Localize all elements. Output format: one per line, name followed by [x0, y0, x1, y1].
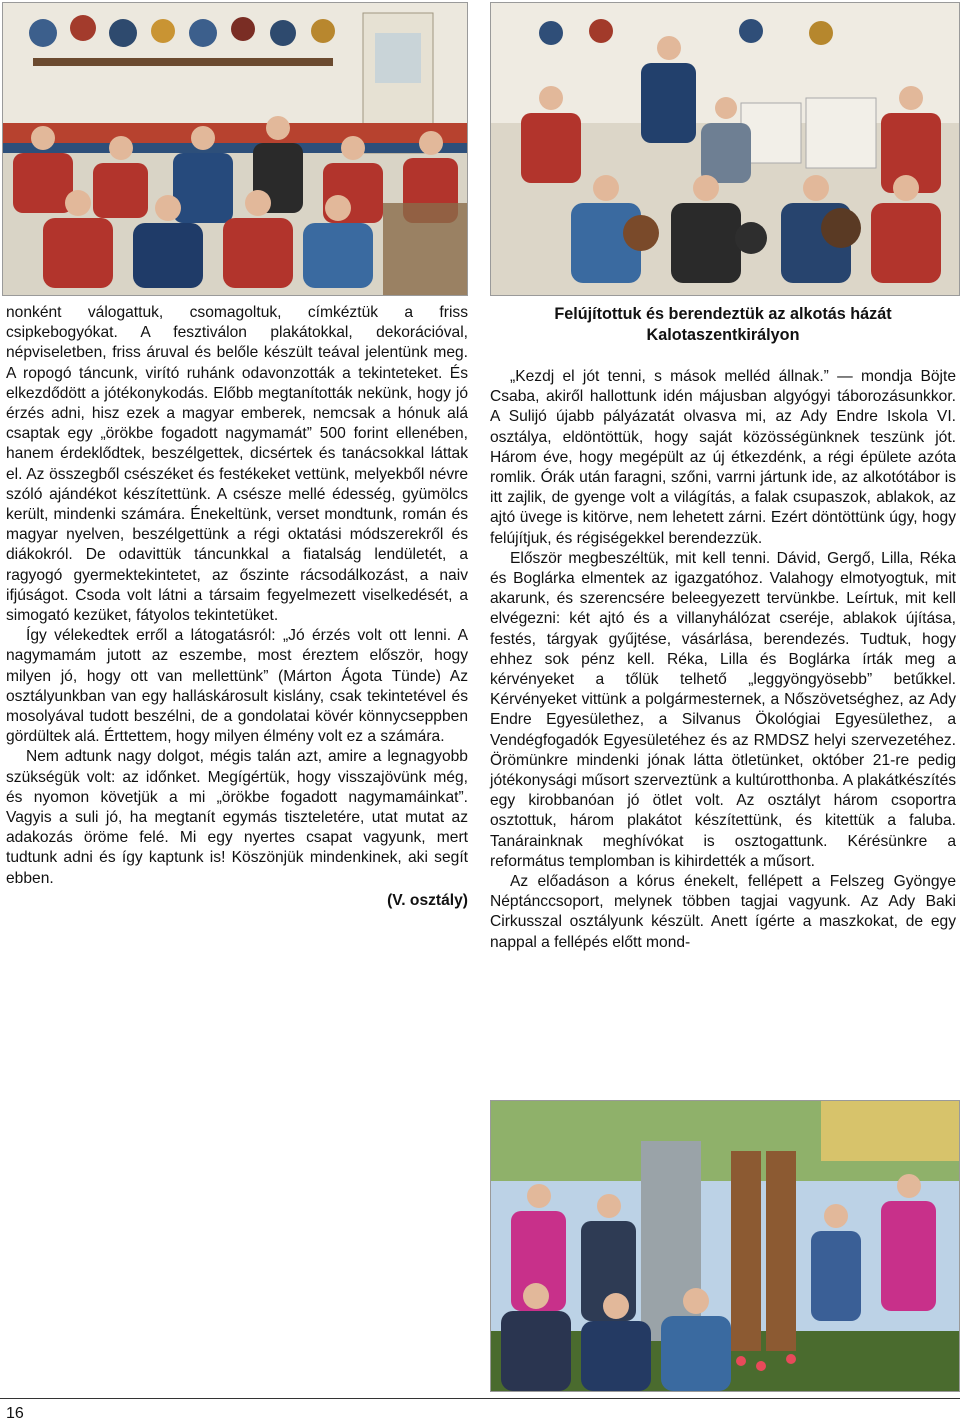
left-paragraph-3: Nem adtunk nagy dolgot, mégis talán azt, amire a legnagyobb szükségük volt: az időnket. Megígértük, hogy visszajövünk még, és nyomon követjük a mi „örökbe fogadott nagymamáinkat”. Vagyis a suli jó, ha megtanít egymás tiszteletére, utat mutat az adakozás öröme felé. Mi egy nyertes csapat vagyunk, mert tudtunk adni és így kaptunk is! Köszönjük mindenkinek, aki segít ebben.: [6, 748, 468, 887]
photo-outdoor-monument-group: [490, 1100, 960, 1392]
left-paragraph-2: Így vélekedtek erről a látogatásról: „Jó érzés volt ott lenni. A nagymamám jutott az eszembe, most éreztem először, hogy milyen jó, hogy ott van mellettünk” (Márton Ágota Tünde) Az osztályunkban van egy halláskárosult kislány, csak tekintetével és mosolyával tudott beszélni, de a gondolatai kövér könnycseppben gördültek alá. Érttettem, hogy milyen élmény volt ez a számára.: [6, 627, 468, 746]
article-title-line2: Kalotaszentkirályon: [646, 326, 800, 344]
photo-traditional-room-group: [2, 2, 468, 296]
right-paragraph-2: Először megbeszéltük, mit kell tenni. Dávid, Gergő, Lilla, Réka és Boglárka elmentek az igazgatóhoz. Valahogy elmotyogtuk, mit akarunk, és szerencsére beleegyezett tervünkbe. Leírtuk, mit kell elvégezni: két ajtó és a villanyhálózat cseréje, ablakok újítása, festés, tárgyak gyűjtése, vásárlása, berendezés. Tudtuk, hogy ehhez sok pénz kell. Réka, Lilla és Boglárka írták meg a kérvényeket a tőlük telhető „leggyöngyösebb” betűkkel. Kérvényeket vittünk a polgármesternek, a Nőszövetséghez, az Ady Endre Egyesülethez, a Silvanus Ökológiai Egyesülethez, a Vendégfogadók Egyesületéhez és az RMDSZ helyi szervezetéhez. Örömünkre mindenki jónak látta ötletünket, október 21-re pedig jótékonysági műsort szerveztünk a kultúrotthonba. A plakátkészítés egy kirobbanóan jó ötlet volt. Az osztályt három csoportra osztottuk, három plakátot készítettünk, és kitettük a faluba. Tanárainknak meghívókat is osztogattunk. Kérésünkre a református templomban is kihirdették a műsort.: [490, 549, 956, 870]
article-signature: (V. osztály): [387, 891, 468, 909]
left-paragraph-1: nonként válogattuk, csomagoltuk, címkéztük a friss csipkebogyókat. A fesztiválon plakátokkal, dekorációval, népviseletben, friss áruval és belőle készült teával jelentünk meg. A ropogó táncunk, virító ruhánk odavonzották a tekinteteket. És elkezdődött a jótékonykodás. Előbb megtanították nekünk, hogy jó érzés adni, hisz ezek a magyar emberek, nemcsak a hónuk alá csaptak egy „örökbe fogadott nagymamát” 500 forint ellenében, hanem érdeklődtek, beszélgettek, dicsértek és tanácsokkal láttak el. Az összegből csészéket és festékeket vettünk, melyekből névre szóló ajándékot készítettünk. A csésze mellé édesség, gyümölcs került, mindenki számára. Énekeltünk, verset mondtunk, román és magyar nyelven, beszélgettünk a régi oktatási módszerekről és diákokról. De odavittük táncunkkal a fiatalság lendületét, a ragyogó gyermektekintetet, az őszinte rácsodálkozást, a naiv ifjúságot. Csoda volt látni a társaim fegyelmezett viselkedését, a simogató kezüket, fátyolos tekintetüket.: [6, 304, 468, 625]
right-paragraph-1: „Kezdj el jót tenni, s mások melléd állnak.” — mondja Böjte Csaba, akiről hallottunk idén májusban algyógyi táborozásunkkor. A Sulijó újabb pályázatát olvasva mi, az Ady Endre Iskola VI. osztálya, eldöntöttük, hogy saját közösségünknek teszünk jót. Három éve, hogy megépült az új étkezdénk, a régi épülete azóta romlik. Órák után faragni, szőni, varrni jártunk ide, az alkotótábor is itt zajlik, de gyenge volt a világítás, a falak csupaszok, ablakok, az ajtó üvege is kitörve, nem lehetett zárni. Ezért döntöttünk úgy, hogy felújítjuk, és régiségekkel berendezzük.: [490, 368, 956, 547]
left-article-column: [6, 303, 468, 911]
photo-illustration: [3, 3, 467, 295]
article-title-line1: Felújítottuk és berendeztük az alkotás házát: [554, 305, 892, 323]
page-number: 16: [6, 1405, 24, 1422]
article-heading: [492, 304, 954, 346]
right-article-column: [490, 367, 956, 953]
photo-pottery-embroidery-group: [490, 2, 960, 296]
photo-illustration: [491, 1101, 959, 1391]
right-paragraph-3: Az előadáson a kórus énekelt, fellépett a Felszeg Gyöngye Néptánccsoport, melynek többen tagjai vagyunk. Az Ady Baki Cirkusszal osztályunk készült. Anett ígérte a maszkokat, de egy nappal a fellépés előtt mond-: [490, 873, 956, 951]
photo-illustration: [491, 3, 959, 295]
footer-rule: [0, 1398, 960, 1399]
